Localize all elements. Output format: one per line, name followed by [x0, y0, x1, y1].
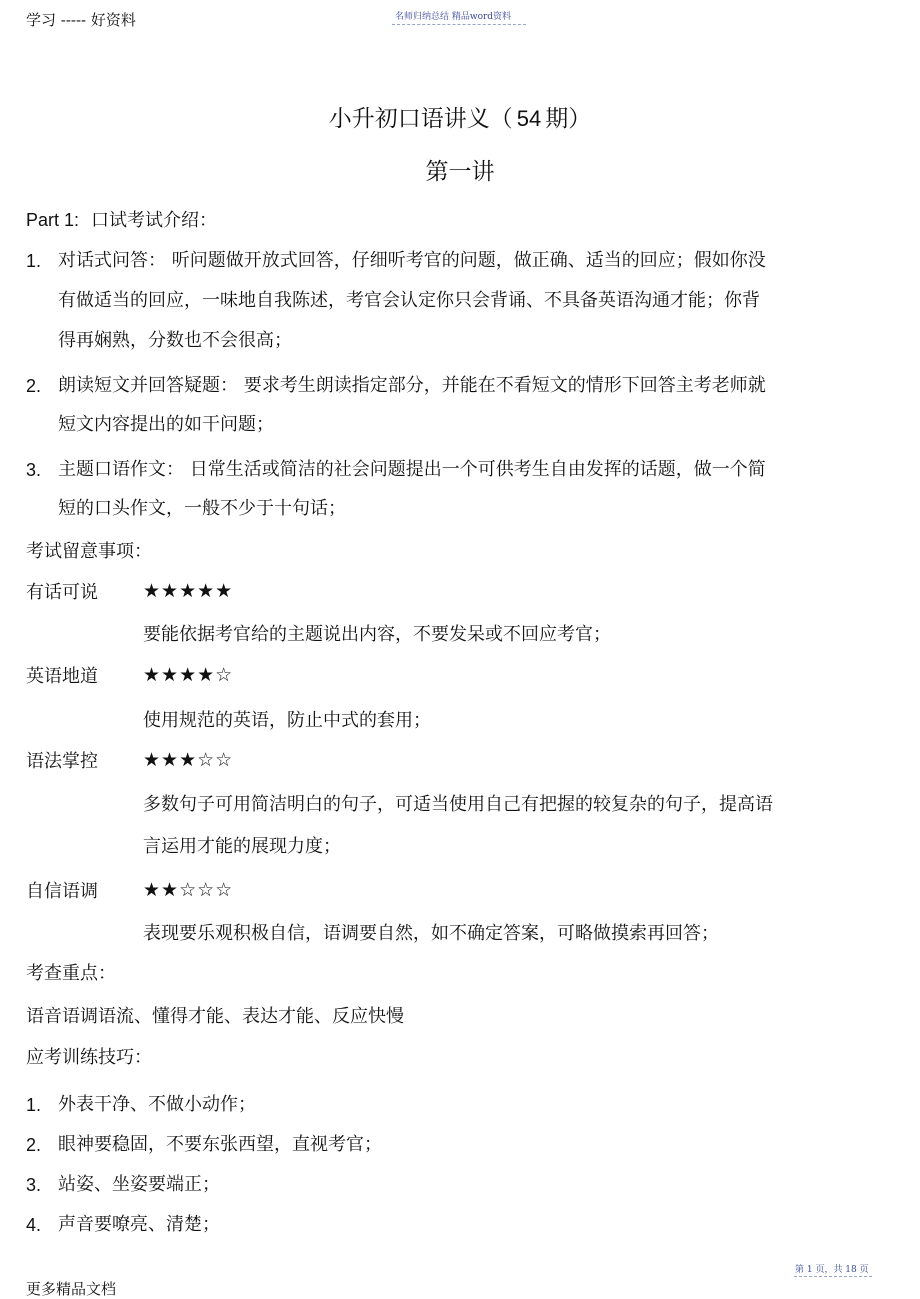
title-issue-number: 54 [516, 106, 542, 131]
item-line: 主题口语作文： 日常生活或简洁的社会问题提出一个可供考生自由发挥的话题，做一个简 [58, 459, 766, 480]
page-number: 第 1 页，共 18 页 [795, 1265, 869, 1275]
part-heading [26, 208, 217, 233]
star-rating: ★★★★★ [143, 580, 234, 602]
criterion-name: 语法掌控 [26, 751, 98, 772]
footer-divider [794, 1276, 872, 1277]
tips-heading: 应考训练技巧： [26, 1047, 152, 1068]
item-number: 2. [26, 376, 42, 396]
criterion-description: 要能依据考官给的主题说出内容，不要发呆或不回应考官； [143, 624, 611, 645]
star-rating: ★★★★☆ [143, 664, 234, 686]
tip-text: 外表干净、不做小动作； [58, 1094, 256, 1115]
item-line: 有做适当的回应，一味地自我陈述，考官会认定你只会背诵、不具备英语沟通才能；你背 [58, 290, 760, 311]
criterion-description: 使用规范的英语，防止中式的套用； [143, 710, 431, 731]
part-label: Part 1: [26, 210, 80, 230]
focus-text: 语音语调语流、懂得才能、表达才能、反应快慢 [26, 1006, 404, 1027]
tip-text: 眼神要稳固，不要东张西望，直视考官； [58, 1134, 382, 1155]
tip-text: 站姿、坐姿要端正； [58, 1174, 220, 1195]
item-line: 短文内容提出的如干问题； [58, 414, 274, 435]
item-line: 短的口头作文，一般不少于十句话； [58, 498, 346, 519]
criterion-name: 英语地道 [26, 666, 98, 687]
lecture-title: 第一讲 [425, 159, 495, 185]
notes-heading: 考试留意事项： [26, 541, 152, 562]
title-prefix: 小升初口语讲义（ [328, 106, 513, 132]
criterion-description: 多数句子可用简洁明白的句子，可适当使用自己有把握的较复杂的句子，提高语 [143, 794, 773, 815]
tip-number: 4. [26, 1215, 42, 1235]
criterion-description: 言运用才能的展现力度； [143, 836, 341, 857]
item-number: 3. [26, 460, 42, 480]
item-line: 得再娴熟，分数也不会很高； [58, 330, 292, 351]
document-title [0, 100, 920, 133]
criterion-name: 有话可说 [26, 582, 98, 603]
item-line: 对话式问答： 听问题做开放式回答，仔细听考官的问题，做正确、适当的回应；假如你没 [58, 250, 766, 271]
part-text: 口试考试介绍： [91, 210, 218, 231]
criterion-name: 自信语调 [26, 881, 98, 902]
focus-heading: 考查重点： [26, 963, 116, 984]
header-left-text: 学习 ----- 好资料 [26, 11, 136, 29]
star-rating: ★★★☆☆ [143, 749, 234, 771]
tip-number: 3. [26, 1175, 42, 1195]
header-center-text: 名师归纳总结 精品word资料 [395, 12, 512, 22]
criterion-description: 表现要乐观积极自信，语调要自然，如不确定答案，可略做摸索再回答； [143, 923, 719, 944]
item-number: 1. [26, 251, 42, 271]
item-line: 朗读短文并回答疑题： 要求考生朗读指定部分，并能在不看短文的情形下回答主考老师就 [58, 375, 766, 396]
footer-left-text: 更多精品文档 [26, 1280, 117, 1298]
tip-number: 2. [26, 1135, 42, 1155]
header-divider [392, 24, 526, 25]
tip-number: 1. [26, 1095, 42, 1115]
star-rating: ★★☆☆☆ [143, 879, 234, 901]
title-suffix: 期） [545, 106, 592, 132]
tip-text: 声音要嘹亮、清楚； [58, 1214, 220, 1235]
